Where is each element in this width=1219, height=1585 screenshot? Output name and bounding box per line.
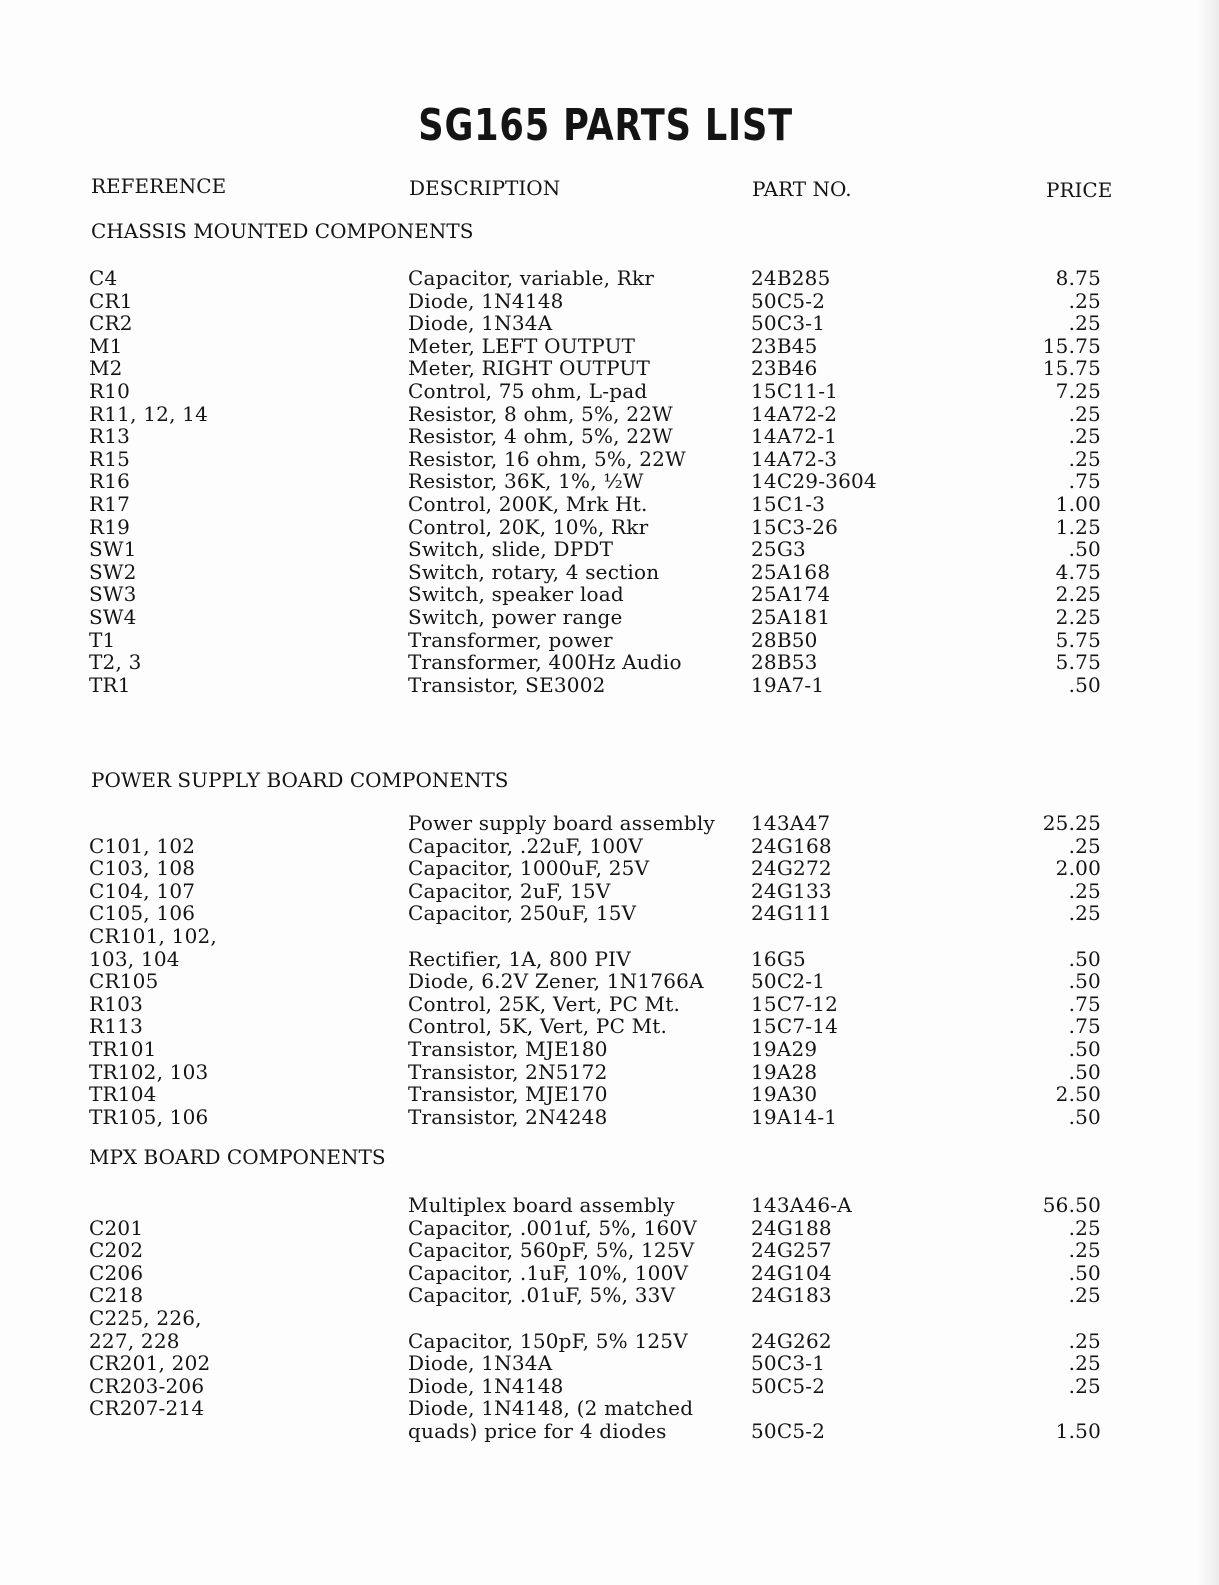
cell-ref: C103, 108: [89, 856, 196, 881]
cell-ref: C101, 102: [89, 833, 196, 858]
cell-price: 7.25: [1055, 379, 1101, 403]
cell-price: .75: [1068, 991, 1101, 1016]
cell-part-no: 50C2-1: [751, 969, 826, 994]
table-row: [0, 1082, 1219, 1105]
table-row: [0, 901, 1219, 924]
cell-desc: Diode, 1N4148, (2 matched: [408, 1396, 694, 1421]
cell-desc: Multiplex board assembly: [408, 1193, 675, 1217]
cell-price: 25.25: [1042, 811, 1101, 835]
cell-part-no: 23B45: [751, 333, 818, 358]
cell-price: 56.50: [1042, 1193, 1101, 1217]
cell-price: .25: [1068, 901, 1101, 926]
cell-ref: R17: [89, 492, 131, 516]
table-row: [0, 856, 1219, 879]
cell-part-no: 25A181: [751, 605, 831, 629]
table-row: [0, 402, 1219, 425]
cell-desc: Switch, speaker load: [408, 582, 624, 607]
table-row: [0, 811, 1219, 834]
table-row: [0, 311, 1219, 334]
cell-part-no: 24G104: [751, 1260, 832, 1285]
cell-price: .50: [1068, 672, 1101, 697]
cell-price: 8.75: [1055, 266, 1101, 290]
cell-price: 2.50: [1055, 1082, 1101, 1107]
header-part-no: PART NO.: [752, 177, 852, 201]
cell-ref: TR104: [89, 1082, 157, 1107]
cell-price: .50: [1068, 1104, 1101, 1129]
cell-ref: CR203-206: [89, 1373, 205, 1398]
cell-ref: M1: [89, 333, 123, 358]
table-row: [0, 492, 1219, 515]
cell-price: .25: [1068, 1283, 1101, 1308]
cell-price: .50: [1068, 1260, 1101, 1285]
cell-ref: TR1: [89, 672, 131, 697]
cell-price: 15.75: [1042, 333, 1101, 358]
cell-ref: C202: [89, 1238, 144, 1263]
cell-desc: quads) price for 4 diodes: [408, 1419, 667, 1443]
cell-part-no: 14A72-1: [751, 424, 838, 449]
cell-part-no: 23B46: [751, 356, 818, 381]
cell-part-no: 14A72-3: [751, 446, 838, 471]
cell-desc: Meter, RIGHT OUTPUT: [408, 356, 651, 381]
table-row: [0, 673, 1219, 696]
cell-ref: CR1: [89, 288, 133, 313]
table-row: [0, 1014, 1219, 1037]
cell-desc: Control, 75 ohm, L-pad: [408, 379, 648, 403]
table-row: [0, 650, 1219, 673]
table-row: [0, 356, 1219, 379]
table-row: [0, 1419, 1219, 1442]
table-row: [0, 334, 1219, 357]
cell-desc: Switch, power range: [408, 605, 623, 629]
cell-part-no: 19A30: [751, 1082, 818, 1107]
cell-desc: Control, 20K, 10%, Rkr: [408, 514, 649, 539]
cell-desc: Capacitor, .001uf, 5%, 160V: [408, 1215, 697, 1240]
cell-price: .50: [1068, 946, 1101, 971]
table-row: [0, 924, 1219, 947]
cell-ref: T2, 3: [89, 650, 142, 675]
table-row: [0, 1396, 1219, 1419]
cell-desc: Transistor, 2N5172: [408, 1059, 608, 1084]
cell-price: .50: [1068, 537, 1101, 562]
cell-ref: CR105: [89, 969, 159, 994]
cell-price: .25: [1068, 311, 1101, 336]
table-row: [0, 515, 1219, 538]
cell-ref: SW2: [89, 559, 137, 584]
table-row: [0, 1105, 1219, 1128]
cell-ref: TR105, 106: [89, 1104, 209, 1129]
cell-price: .25: [1068, 1351, 1101, 1376]
cell-ref: R16: [89, 469, 131, 494]
cell-price: .25: [1068, 1373, 1101, 1398]
cell-part-no: 15C7-12: [751, 991, 839, 1016]
cell-price: 1.50: [1055, 1419, 1101, 1443]
cell-price: .25: [1068, 424, 1101, 449]
cell-part-no: 143A47: [751, 811, 831, 835]
table-row: [0, 1283, 1219, 1306]
table-row: [0, 1060, 1219, 1083]
cell-part-no: 25A174: [751, 582, 831, 607]
table-row: [0, 628, 1219, 651]
table-row: [0, 1329, 1219, 1352]
cell-ref: CR207-214: [89, 1396, 205, 1421]
cell-ref: C105, 106: [89, 901, 196, 926]
cell-price: .25: [1068, 878, 1101, 903]
cell-ref: TR101: [89, 1037, 157, 1061]
cell-ref: CR101, 102,: [89, 924, 217, 948]
cell-price: .25: [1068, 401, 1101, 426]
cell-desc: Capacitor, 150pF, 5% 125V: [408, 1328, 688, 1353]
cell-price: .25: [1068, 833, 1101, 858]
cell-price: 2.25: [1055, 605, 1101, 629]
cell-ref: R19: [89, 514, 131, 539]
cell-ref: C206: [89, 1260, 144, 1285]
cell-part-no: 15C1-3: [751, 492, 826, 516]
cell-price: .75: [1068, 1014, 1101, 1039]
page-title: SG165 PARTS LIST: [418, 100, 793, 151]
section-title-chassis: CHASSIS MOUNTED COMPONENTS: [91, 219, 474, 243]
cell-desc: Transistor, MJE170: [408, 1082, 608, 1107]
cell-part-no: 25G3: [751, 537, 806, 562]
cell-desc: Diode, 6.2V Zener, 1N1766A: [408, 969, 704, 994]
cell-price: 2.00: [1055, 856, 1101, 881]
cell-desc: Diode, 1N4148: [408, 1373, 564, 1398]
cell-part-no: 24G262: [751, 1328, 832, 1353]
table-row: [0, 992, 1219, 1015]
cell-part-no: 24G133: [751, 878, 832, 903]
cell-desc: Switch, slide, DPDT: [408, 537, 614, 562]
cell-desc: Switch, rotary, 4 section: [408, 559, 660, 584]
table-row: [0, 1193, 1219, 1216]
cell-price: .50: [1068, 1059, 1101, 1084]
cell-desc: Resistor, 8 ohm, 5%, 22W: [408, 401, 673, 426]
cell-price: 5.75: [1055, 627, 1101, 652]
cell-desc: Capacitor, 2uF, 15V: [408, 878, 611, 903]
cell-ref: CR2: [89, 311, 133, 336]
cell-part-no: 19A28: [751, 1059, 818, 1084]
cell-price: .25: [1068, 1238, 1101, 1263]
cell-price: .25: [1068, 1328, 1101, 1353]
cell-ref: T1: [89, 627, 116, 652]
cell-ref: SW1: [89, 537, 137, 562]
cell-price: .25: [1068, 446, 1101, 471]
cell-part-no: 50C5-2: [751, 1373, 826, 1398]
table-row: [0, 1216, 1219, 1239]
cell-desc: Resistor, 4 ohm, 5%, 22W: [408, 424, 673, 449]
header-reference: REFERENCE: [91, 174, 227, 198]
cell-desc: Diode, 1N34A: [408, 311, 553, 336]
cell-part-no: 28B53: [751, 650, 818, 675]
table-row: [0, 1374, 1219, 1397]
table-row: [0, 289, 1219, 312]
cell-part-no: 19A14-1: [751, 1104, 838, 1129]
cell-ref: SW3: [89, 582, 137, 607]
cell-part-no: 24G183: [751, 1283, 832, 1308]
cell-part-no: 50C5-2: [751, 288, 826, 313]
table-row: [0, 834, 1219, 857]
cell-part-no: 24G111: [751, 901, 832, 926]
cell-desc: Transformer, power: [408, 627, 613, 652]
cell-part-no: 14C29-3604: [751, 469, 877, 494]
cell-part-no: 24B285: [751, 266, 831, 290]
table-row: [0, 560, 1219, 583]
cell-desc: Transistor, SE3002: [408, 672, 606, 697]
cell-desc: Control, 25K, Vert, PC Mt.: [408, 991, 681, 1016]
cell-ref: 227, 228: [89, 1328, 180, 1353]
cell-part-no: 24G168: [751, 833, 832, 858]
cell-part-no: 25A168: [751, 559, 831, 584]
table-row: [0, 424, 1219, 447]
cell-desc: Transistor, 2N4248: [408, 1104, 608, 1129]
table-row: [0, 947, 1219, 970]
section-title-mpx: MPX BOARD COMPONENTS: [89, 1145, 386, 1169]
cell-price: .25: [1068, 1215, 1101, 1240]
cell-desc: Diode, 1N34A: [408, 1351, 553, 1376]
table-row: [0, 1306, 1219, 1329]
cell-desc: Power supply board assembly: [408, 811, 716, 835]
cell-ref: R103: [89, 991, 144, 1016]
table-row: [0, 469, 1219, 492]
cell-ref: C4: [89, 266, 118, 290]
cell-part-no: 15C7-14: [751, 1014, 839, 1039]
cell-ref: C104, 107: [89, 878, 196, 903]
table-row: [0, 537, 1219, 560]
cell-price: 5.75: [1055, 650, 1101, 675]
cell-desc: Resistor, 36K, 1%, ½W: [408, 469, 644, 494]
cell-ref: R11, 12, 14: [89, 401, 209, 426]
cell-desc: Capacitor, 1000uF, 25V: [408, 856, 650, 881]
cell-desc: Resistor, 16 ohm, 5%, 22W: [408, 446, 686, 471]
header-price: PRICE: [1046, 178, 1113, 202]
table-row: [0, 1261, 1219, 1284]
cell-ref: SW4: [89, 605, 137, 629]
cell-ref: R113: [89, 1014, 144, 1039]
cell-price: .50: [1068, 1037, 1101, 1061]
cell-part-no: 28B50: [751, 627, 818, 652]
table-row: [0, 582, 1219, 605]
cell-ref: C201: [89, 1215, 144, 1240]
cell-part-no: 143A46-A: [751, 1193, 852, 1217]
cell-desc: Diode, 1N4148: [408, 288, 564, 313]
cell-desc: Capacitor, .22uF, 100V: [408, 833, 643, 858]
cell-part-no: 15C11-1: [751, 379, 839, 403]
cell-part-no: 24G188: [751, 1215, 832, 1240]
cell-price: 4.75: [1055, 559, 1101, 584]
header-description: DESCRIPTION: [409, 176, 561, 200]
cell-desc: Control, 5K, Vert, PC Mt.: [408, 1014, 668, 1039]
table-row: [0, 1037, 1219, 1060]
cell-part-no: 19A7-1: [751, 672, 825, 697]
cell-desc: Control, 200K, Mrk Ht.: [408, 492, 648, 516]
cell-desc: Capacitor, 560pF, 5%, 125V: [408, 1238, 695, 1263]
cell-ref: C218: [89, 1283, 144, 1308]
cell-price: .25: [1068, 288, 1101, 313]
cell-ref: M2: [89, 356, 123, 381]
cell-desc: Transformer, 400Hz Audio: [408, 650, 682, 675]
cell-desc: Capacitor, variable, Rkr: [408, 266, 655, 290]
table-row: [0, 879, 1219, 902]
cell-price: 15.75: [1042, 356, 1101, 381]
cell-ref: R13: [89, 424, 131, 449]
cell-price: 1.25: [1055, 514, 1101, 539]
cell-part-no: 15C3-26: [751, 514, 839, 539]
cell-part-no: 24G257: [751, 1238, 832, 1263]
cell-ref: 103, 104: [89, 946, 180, 971]
cell-price: .50: [1068, 969, 1101, 994]
cell-desc: Capacitor, 250uF, 15V: [408, 901, 637, 926]
cell-ref: TR102, 103: [89, 1059, 209, 1084]
table-row: [0, 1351, 1219, 1374]
cell-price: .75: [1068, 469, 1101, 494]
cell-ref: CR201, 202: [89, 1351, 211, 1376]
table-row: [0, 447, 1219, 470]
cell-desc: Transistor, MJE180: [408, 1037, 608, 1061]
cell-desc: Capacitor, .1uF, 10%, 100V: [408, 1260, 689, 1285]
cell-part-no: 24G272: [751, 856, 832, 881]
cell-price: 1.00: [1055, 492, 1101, 516]
cell-ref: C225, 226,: [89, 1306, 202, 1330]
cell-part-no: 14A72-2: [751, 401, 838, 426]
table-row: [0, 1238, 1219, 1261]
cell-desc: Rectifier, 1A, 800 PIV: [408, 946, 631, 971]
cell-part-no: 16G5: [751, 946, 806, 971]
cell-ref: R15: [89, 446, 131, 471]
cell-part-no: 50C5-2: [751, 1419, 826, 1443]
cell-desc: Meter, LEFT OUTPUT: [408, 333, 636, 358]
section-title-power-supply: POWER SUPPLY BOARD COMPONENTS: [91, 768, 509, 792]
cell-part-no: 50C3-1: [751, 1351, 826, 1376]
table-row: [0, 969, 1219, 992]
cell-price: 2.25: [1055, 582, 1101, 607]
table-row: [0, 266, 1219, 289]
table-row: [0, 379, 1219, 402]
cell-part-no: 19A29: [751, 1037, 818, 1061]
cell-ref: R10: [89, 379, 131, 403]
table-row: [0, 605, 1219, 628]
cell-part-no: 50C3-1: [751, 311, 826, 336]
cell-desc: Capacitor, .01uF, 5%, 33V: [408, 1283, 676, 1308]
